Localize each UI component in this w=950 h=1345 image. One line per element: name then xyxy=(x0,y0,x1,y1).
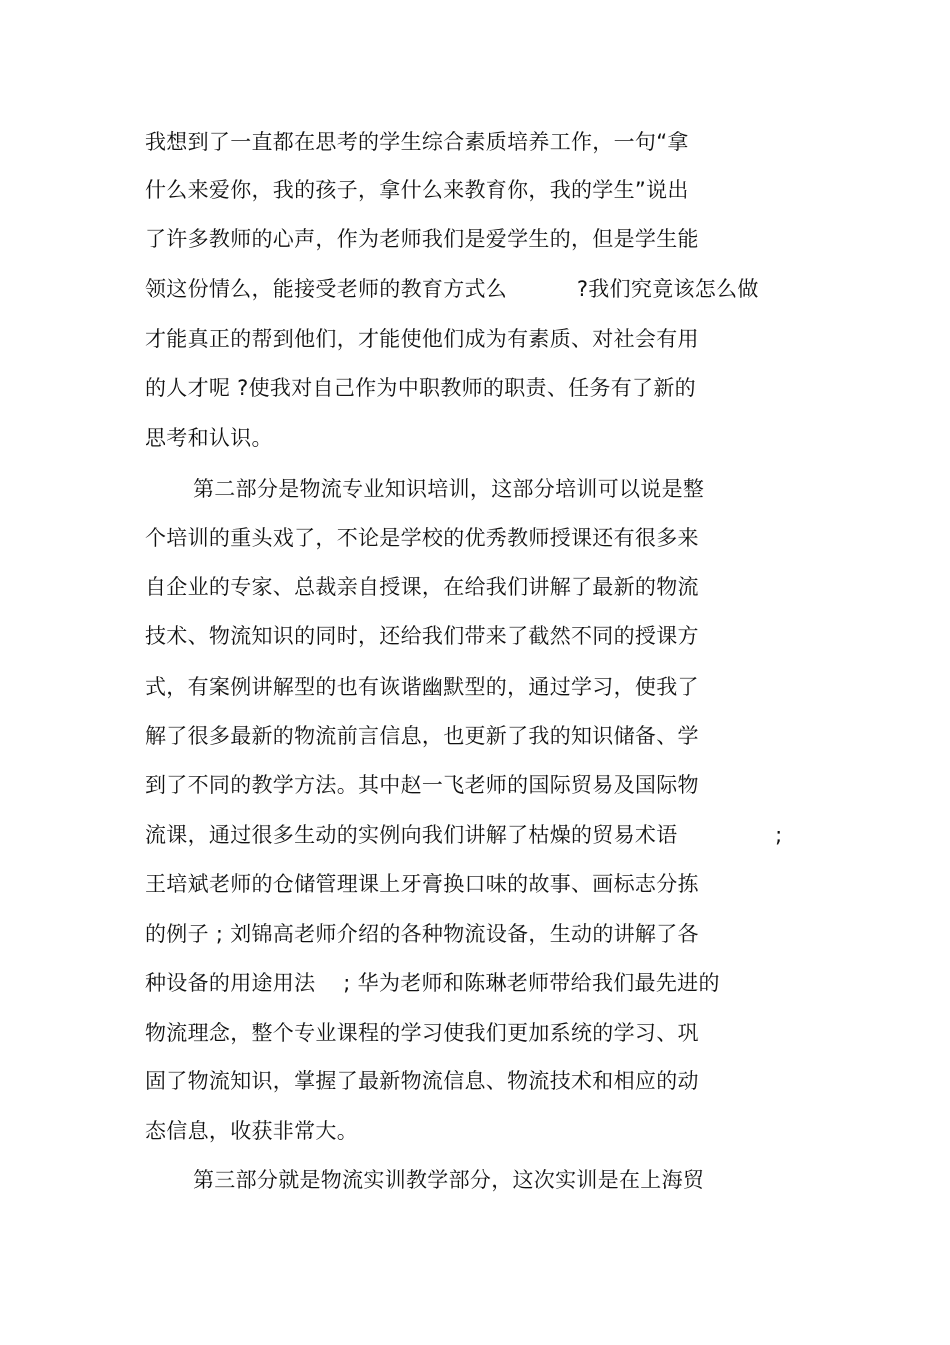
text-line-15: 流课，通过很多生动的实例向我们讲解了枯燥的贸易术语 ; xyxy=(145,823,783,847)
text-line-13: 解了很多最新的物流前言信息，也更新了我的知识储备、学 xyxy=(145,724,699,748)
text-line-3: 了许多教师的心声，作为老师我们是爱学生的，但是学生能 xyxy=(145,227,699,251)
paragraph-3-start: 第三部分就是物流实训教学部分，这次实训是在上海贸 xyxy=(193,1168,705,1192)
text-line-21: 态信息，收获非常大。 xyxy=(145,1119,358,1143)
text-line-7: 思考和认识。 xyxy=(145,426,273,450)
text-line-16: 王培斌老师的仓储管理课上牙膏换口味的故事、画标志分拣 xyxy=(145,872,699,896)
text-line-20: 固了物流知识，掌握了最新物流信息、物流技术和相应的动 xyxy=(145,1069,699,1093)
text-line-14: 到了不同的教学方法。其中赵一飞老师的国际贸易及国际物 xyxy=(145,773,699,797)
text-line-11: 技术、物流知识的同时，还给我们带来了截然不同的授课方 xyxy=(145,624,699,648)
paragraph-2-start: 第二部分是物流专业知识培训，这部分培训可以说是整 xyxy=(193,477,705,501)
text-line-9: 个培训的重头戏了，不论是学校的优秀教师授课还有很多来 xyxy=(145,526,699,550)
text-line-4: 领这份情么，能接受老师的教育方式么 ?我们究竟该怎么做 xyxy=(145,277,759,301)
text-line-5: 才能真正的帮到他们，才能使他们成为有素质、对社会有用 xyxy=(145,327,699,351)
text-line-6: 的人才呢 ?使我对自己作为中职教师的职责、任务有了新的 xyxy=(145,376,696,400)
text-line-12: 式，有案例讲解型的也有诙谐幽默型的，通过学习，使我了 xyxy=(145,675,699,699)
text-line-2: 什么来爱你，我的孩子，拿什么来教育你，我的学生”说出 xyxy=(145,178,689,202)
text-line-18: 种设备的用途用法 ; 华为老师和陈琳老师带给我们最先进的 xyxy=(145,971,720,995)
text-line-1: 我想到了一直都在思考的学生综合素质培养工作，一句“拿 xyxy=(145,130,689,154)
text-line-10: 自企业的专家、总裁亲自授课，在给我们讲解了最新的物流 xyxy=(145,575,699,599)
text-line-19: 物流理念，整个专业课程的学习使我们更加系统的学习、巩 xyxy=(145,1021,699,1045)
text-line-17: 的例子 ; 刘锦高老师介绍的各种物流设备，生动的讲解了各 xyxy=(145,922,699,946)
